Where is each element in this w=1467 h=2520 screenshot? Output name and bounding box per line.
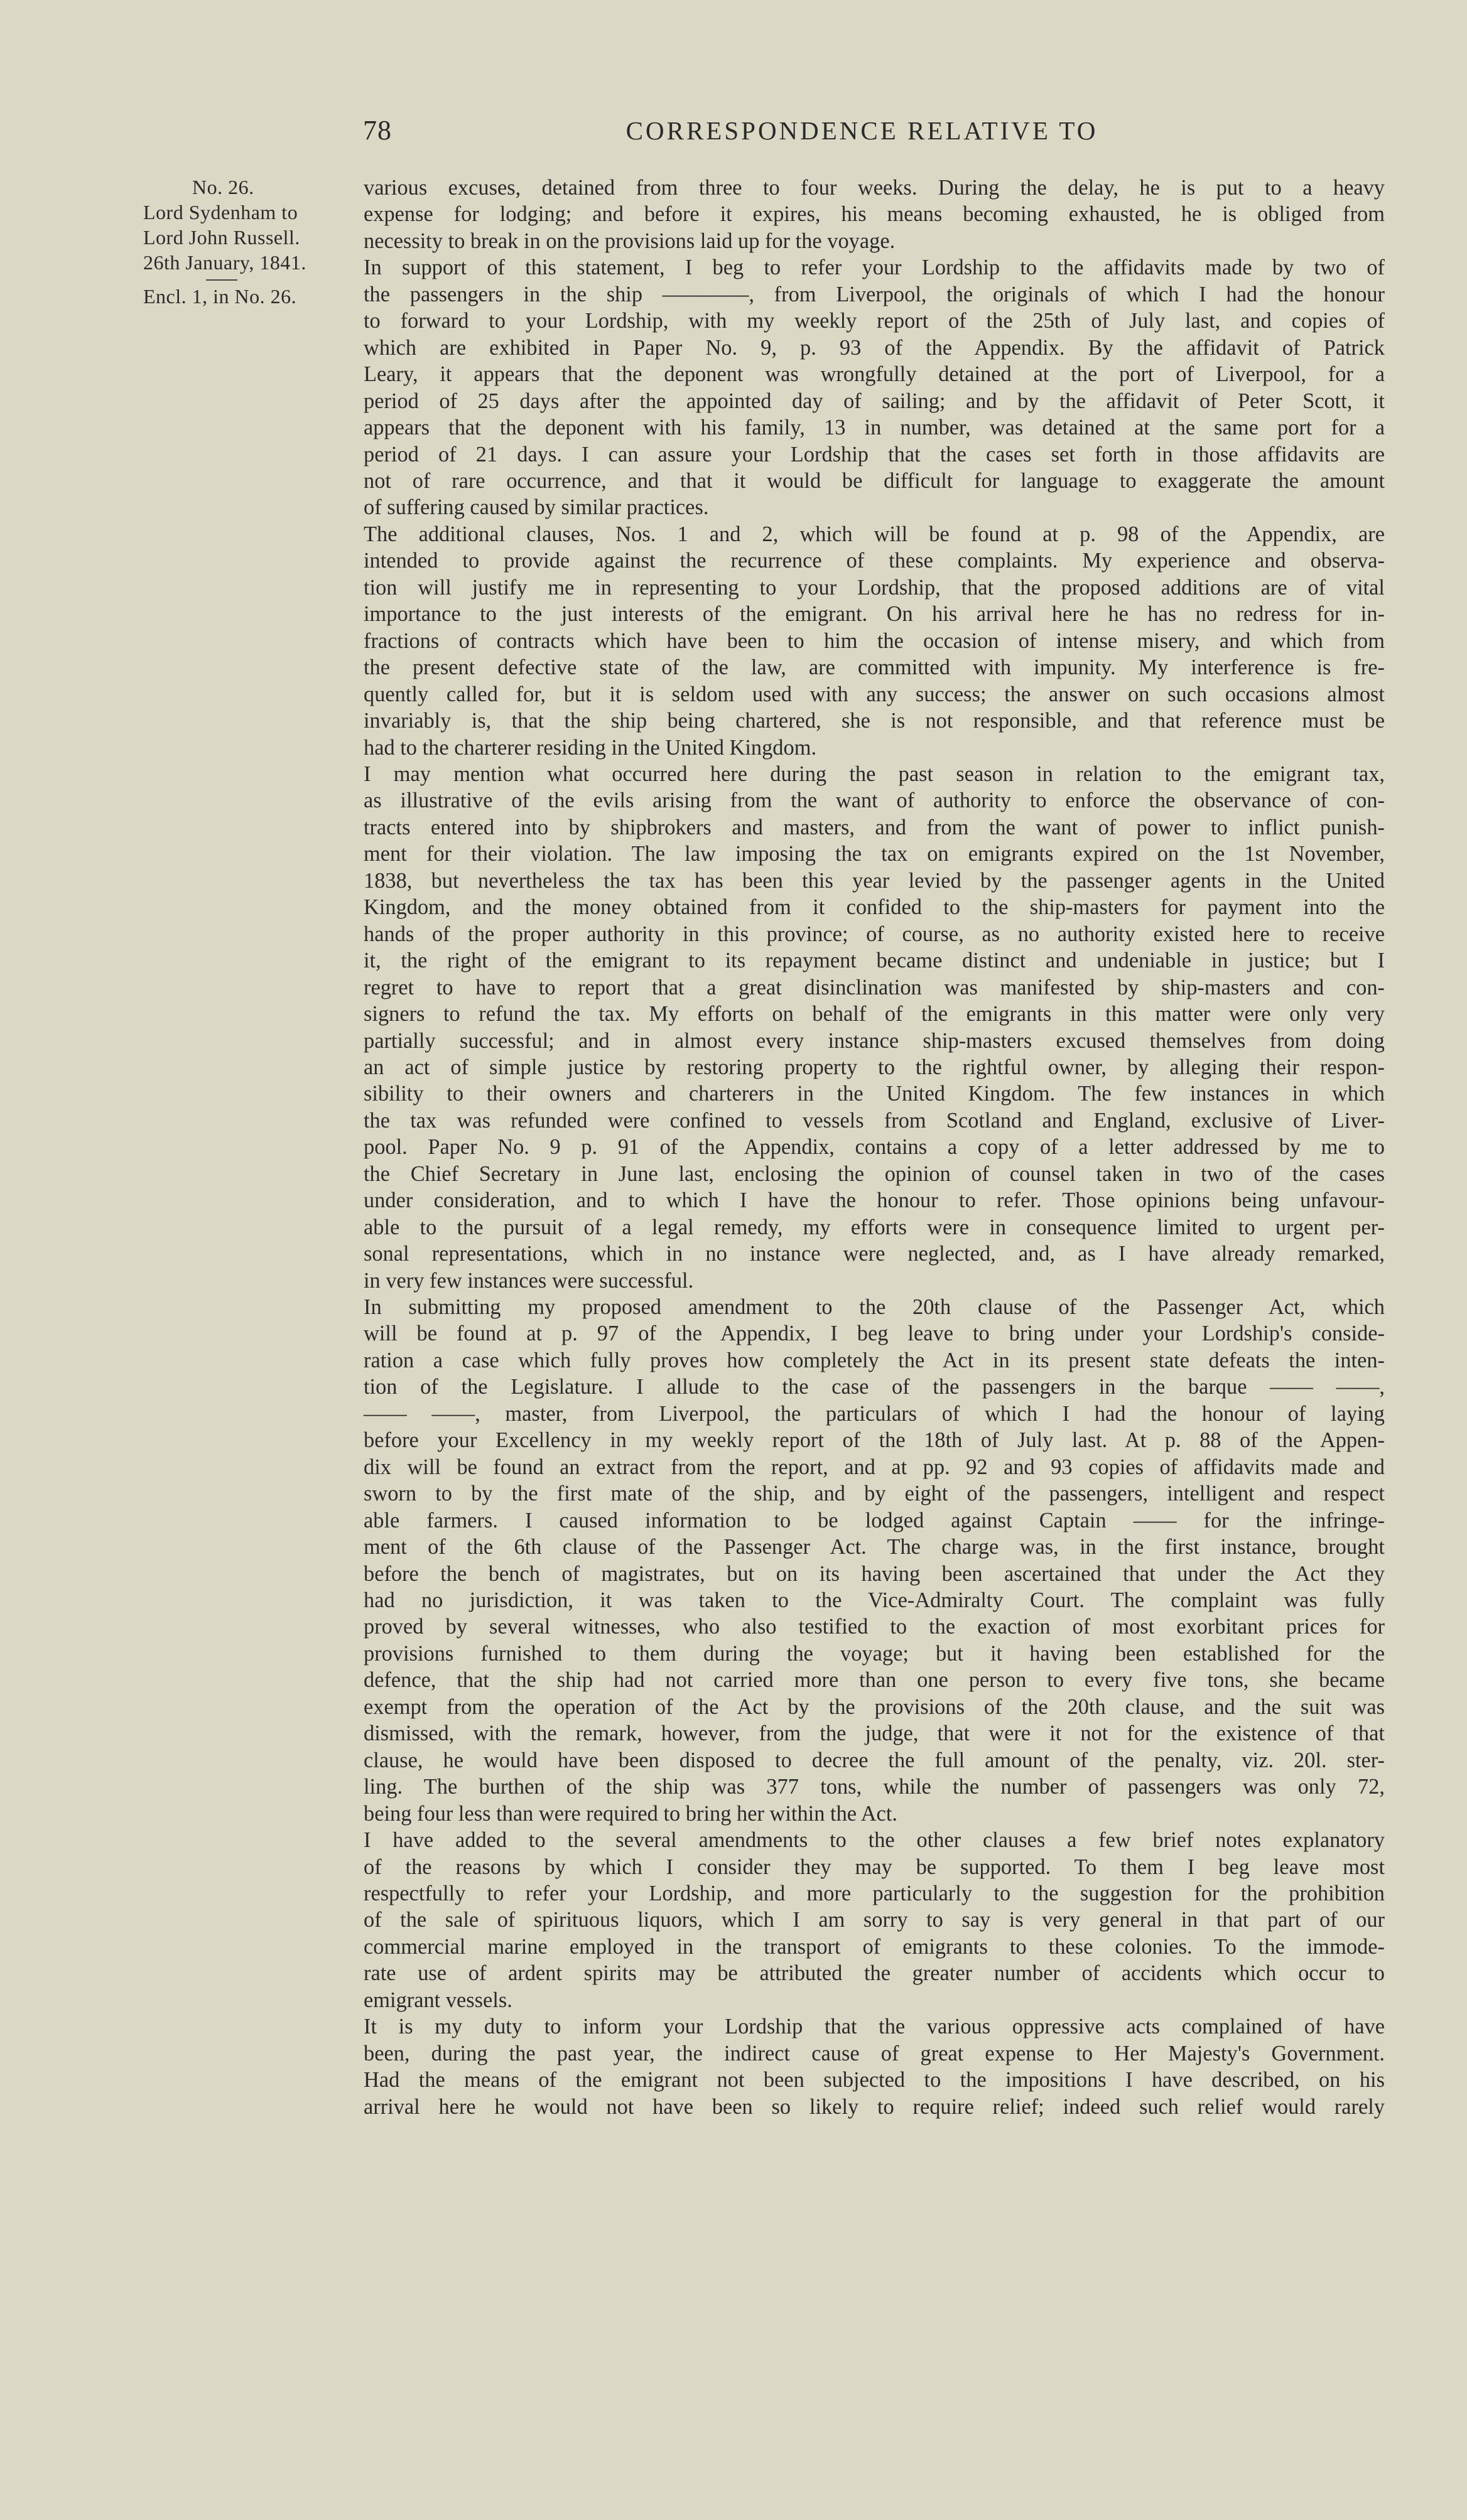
page-number: 78 bbox=[363, 115, 392, 146]
text-line: the present defective state of the law, are committed with impunity. My interference is fre- bbox=[364, 655, 1385, 680]
text-line: intended to provide against the recurrence of these complaints. My experience and observa- bbox=[364, 549, 1385, 573]
text-line: 1838, but nevertheless the tax has been this year levied by the passenger agents in the United bbox=[364, 868, 1385, 893]
text-line: proved by several witnesses, who also testified to the exaction of most exorbitant prices for bbox=[364, 1615, 1385, 1639]
text-line: importance to the just interests of the emigrant. On his arrival here he has no redress for in- bbox=[364, 602, 1385, 627]
text-line: In support of this statement, I beg to refer your Lordship to the affidavits made by two of bbox=[364, 256, 1385, 280]
text-line: had to the charterer residing in the United Kingdom. bbox=[364, 735, 817, 760]
text-line: an act of simple justice by restoring property to the rightful owner, by alleging their respon- bbox=[364, 1055, 1385, 1079]
text-line: of the sale of spirituous liquors, which I am sorry to say is very general in that part of our bbox=[364, 1908, 1385, 1932]
margin-enclosure: Encl. 1, in No. 26. bbox=[143, 285, 297, 308]
text-line: arrival here he would not have been so likely to require relief; indeed such relief would rarely bbox=[364, 2094, 1385, 2119]
text-line: sibility to their owners and charterers in the United Kingdom. The few instances in which bbox=[364, 1082, 1385, 1106]
text-line: to forward to your Lordship, with my weekly report of the 25th of July last, and copies of bbox=[364, 309, 1385, 333]
text-line: the Chief Secretary in June last, enclosing the opinion of counsel taken in two of the cases bbox=[364, 1161, 1385, 1186]
text-line: period of 25 days after the appointed day of sailing; and by the affidavit of Peter Scott, it bbox=[364, 389, 1385, 413]
text-line: The additional clauses, Nos. 1 and 2, which will be found at p. 98 of the Appendix, are bbox=[364, 522, 1385, 546]
text-line: —— ——, master, from Liverpool, the particulars of which I had the honour of laying bbox=[364, 1401, 1385, 1426]
text-line: pool. Paper No. 9 p. 91 of the Appendix, contains a copy of a letter addressed by me to bbox=[364, 1135, 1385, 1160]
text-line: as illustrative of the evils arising from the want of authority to enforce the observance of con- bbox=[364, 789, 1385, 813]
text-line: the tax was refunded were confined to vessels from Scotland and England, exclusive of Liver- bbox=[364, 1108, 1385, 1133]
text-line: It is my duty to inform your Lordship that the various oppressive acts complained of have bbox=[364, 2015, 1385, 2039]
text-line: ment for their violation. The law imposing the tax on emigrants expired on the 1st November, bbox=[364, 842, 1385, 866]
text-line: various excuses, detained from three to four weeks. During the delay, he is put to a heavy bbox=[364, 176, 1385, 200]
text-line: able farmers. I caused information to be lodged against Captain —— for the infringe- bbox=[364, 1508, 1385, 1532]
text-line: before your Excellency in my weekly report of the 18th of July last. At p. 88 of the Appen- bbox=[364, 1428, 1385, 1453]
text-line: of suffering caused by similar practices. bbox=[364, 495, 709, 520]
text-line: able to the pursuit of a legal remedy, my efforts were in consequence limited to urgent per- bbox=[364, 1215, 1385, 1239]
text-line: been, during the past year, the indirect cause of great expense to Her Majesty's Government. bbox=[364, 2041, 1385, 2065]
text-line: expense for lodging; and before it expires, his means becoming exhausted, he is obliged from bbox=[364, 202, 1385, 227]
text-line: ling. The burthen of the ship was 377 tons, while the number of passengers was only 72, bbox=[364, 1775, 1385, 1799]
text-line: dix will be found an extract from the report, and at pp. 92 and 93 copies of affidavits made and bbox=[364, 1455, 1385, 1479]
text-line: invariably is, that the ship being chartered, she is not responsible, and that reference must be bbox=[364, 709, 1385, 733]
margin-document-number: No. 26. bbox=[192, 176, 254, 198]
text-line: hands of the proper authority in this province; of course, as no authority existed here to receive bbox=[364, 922, 1385, 946]
margin-date: 26th January, 1841. bbox=[143, 251, 306, 274]
text-line: clause, he would have been disposed to decree the full amount of the penalty, viz. 20l. ster- bbox=[364, 1748, 1385, 1772]
body-text bbox=[364, 175, 1385, 2120]
text-line: quently called for, but it is seldom used with any success; the answer on such occasions almost bbox=[364, 682, 1385, 706]
text-line: commercial marine employed in the transport of emigrants to these colonies. To the immode- bbox=[364, 1934, 1385, 1959]
text-line: In submitting my proposed amendment to the 20th clause of the Passenger Act, which bbox=[364, 1295, 1385, 1320]
text-line: in very few instances were successful. bbox=[364, 1268, 694, 1293]
text-line: respectfully to refer your Lordship, and more particularly to the suggestion for the prohibition bbox=[364, 1882, 1385, 1905]
text-line: will be found at p. 97 of the Appendix, I beg leave to bring under your Lordship's conside- bbox=[364, 1322, 1385, 1346]
text-line: partially successful; and in almost every instance ship-masters excused themselves from doing bbox=[364, 1028, 1385, 1053]
text-line: tion will justify me in representing to your Lordship, that the proposed additions are of vital bbox=[364, 575, 1385, 600]
text-line: ment of the 6th clause of the Passenger Act. The charge was, in the first instance, brought bbox=[364, 1535, 1385, 1559]
margin-sender: Lord Sydenham to bbox=[143, 201, 298, 223]
text-line: under consideration, and to which I have the honour to refer. Those opinions being unfavour- bbox=[364, 1188, 1385, 1213]
text-line: it, the right of the emigrant to its repayment became distinct and undeniable in justice; but I bbox=[364, 949, 1385, 973]
text-line: period of 21 days. I can assure your Lordship that the cases set forth in those affidavits are bbox=[364, 442, 1385, 466]
text-line: I may mention what occurred here during the past season in relation to the emigrant tax, bbox=[364, 762, 1385, 786]
text-line: defence, that the ship had not carried more than one person to every five tons, she became bbox=[364, 1668, 1385, 1693]
text-line: the passengers in the ship ————, from Liverpool, the originals of which I had the honour bbox=[364, 282, 1385, 306]
text-line: emigrant vessels. bbox=[364, 1988, 512, 2012]
text-line: being four less than were required to bring her within the Act. bbox=[364, 1801, 897, 1826]
text-line: of the reasons by which I consider they may be supported. To them I beg leave most bbox=[364, 1855, 1385, 1879]
text-line: exempt from the operation of the Act by the provisions of the 20th clause, and the suit was bbox=[364, 1694, 1385, 1719]
text-line: which are exhibited in Paper No. 9, p. 93 of the Appendix. By the affidavit of Patrick bbox=[364, 335, 1385, 360]
margin-rule bbox=[206, 275, 237, 285]
text-line: appears that the deponent with his family, 13 in number, was detained at the same port for a bbox=[364, 416, 1385, 440]
text-line: I have added to the several amendments to the other clauses a few brief notes explanatory bbox=[364, 1828, 1385, 1853]
text-line: necessity to break in on the provisions laid up for the voyage. bbox=[364, 229, 896, 253]
text-line: provisions furnished to them during the voyage; but it having been established for the bbox=[364, 1641, 1385, 1666]
text-line: regret to have to report that a great disinclination was manifested by ship-masters and con- bbox=[364, 975, 1385, 999]
running-title: CORRESPONDENCE RELATIVE TO bbox=[625, 116, 1098, 145]
text-line: tion of the Legislature. I allude to the case of the passengers in the barque —— ——, bbox=[364, 1375, 1385, 1399]
text-line: Had the means of the emigrant not been subjected to the impositions I have described, on his bbox=[364, 2068, 1385, 2092]
text-line: Leary, it appears that the deponent was wrongfully detained at the port of Liverpool, for a bbox=[364, 362, 1385, 387]
text-line: tracts entered into by shipbrokers and masters, and from the want of power to inflict punish- bbox=[364, 815, 1385, 839]
text-line: fractions of contracts which have been to him the occasion of intense misery, and which from bbox=[364, 628, 1385, 653]
text-line: dismissed, with the remark, however, from the judge, that were it not for the existence of that bbox=[364, 1721, 1385, 1746]
margin-recipient: Lord John Russell. bbox=[143, 226, 300, 249]
text-line: not of rare occurrence, and that it would be difficult for language to exaggerate the amount bbox=[364, 468, 1385, 493]
text-line: ration a case which fully proves how completely the Act in its present state defeats the inten- bbox=[364, 1348, 1385, 1372]
text-line: signers to refund the tax. My efforts on behalf of the emigrants in this matter were only very bbox=[364, 1002, 1385, 1026]
text-line: had no jurisdiction, it was taken to the Vice-Admiralty Court. The complaint was fully bbox=[364, 1588, 1385, 1613]
margin-notes bbox=[143, 175, 332, 309]
text-line: rate use of ardent spirits may be attributed the greater number of accidents which occur to bbox=[364, 1961, 1385, 1986]
page-header bbox=[339, 114, 1385, 152]
text-line: Kingdom, and the money obtained from it confided to the ship-masters for payment into the bbox=[364, 895, 1385, 920]
text-line: before the bench of magistrates, but on its having been ascertained that under the Act they bbox=[364, 1561, 1385, 1586]
text-line: sonal representations, which in no instance were neglected, and, as I have already remarked, bbox=[364, 1242, 1385, 1266]
text-line: sworn to by the first mate of the ship, and by eight of the passengers, intelligent and respect bbox=[364, 1482, 1385, 1506]
